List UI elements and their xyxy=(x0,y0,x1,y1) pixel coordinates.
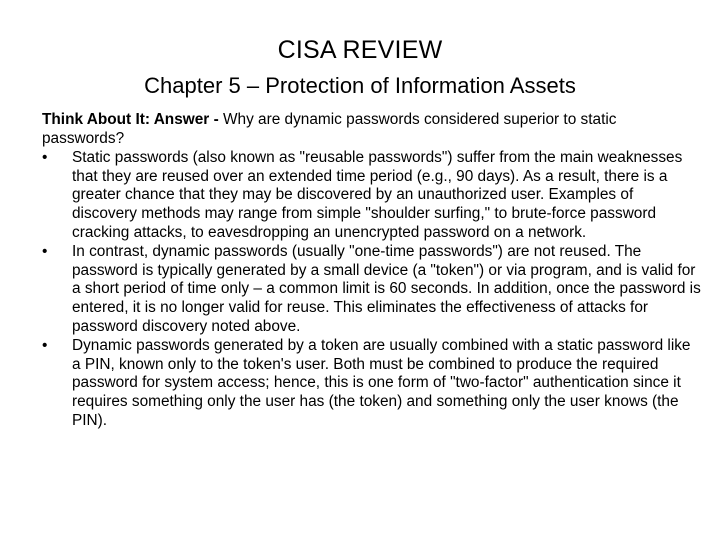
bullet-icon: • xyxy=(42,243,48,261)
bullet-text: Static passwords (also known as "reusable passwords") suffer from the main weaknesses that they are reused over an extended time period (e.g., 90 days). As a result, there is a greater chance that they may be discovered by an unauthorized user. Examples of discovery methods may range from simple "shoulder surfing," to brute-force password cracking attacks, to eavesdropping an unencrypted password on a network. xyxy=(72,149,683,241)
intro-question xyxy=(42,111,702,148)
bullet-text: In contrast, dynamic passwords (usually "one-time passwords") are not reused. The password is typically generated by a small device (a "token") or via program, and is valid for a short period of time only – a common limit is 60 seconds. In addition, once the password is entered, it is no longer valid for reuse. This eliminates the effectiveness of attacks for password discovery noted above. xyxy=(72,243,701,335)
slide-subtitle: Chapter 5 – Protection of Information Assets xyxy=(144,73,576,98)
bullet-item-two-factor xyxy=(42,337,702,430)
intro-question-text: Why are dynamic passwords considered superior to static passwords? xyxy=(42,111,617,147)
bullet-item-static-passwords xyxy=(42,149,702,242)
intro-lead: Think About It: Answer - xyxy=(42,111,219,128)
bullet-item-dynamic-passwords xyxy=(42,243,702,336)
bullet-icon: • xyxy=(42,337,48,355)
slide-title: CISA REVIEW xyxy=(277,36,443,64)
bullet-icon: • xyxy=(42,149,48,167)
bullet-text: Dynamic passwords generated by a token are usually combined with a static password like a PIN, known only to the token's user. Both must be combined to produce the required password for system access; hence, this is one form of "two-factor" authentication since it requires something only the user has (the token) and something only the user knows (the PIN). xyxy=(72,337,691,429)
bullet-list xyxy=(42,149,702,430)
slide-body xyxy=(42,111,702,431)
